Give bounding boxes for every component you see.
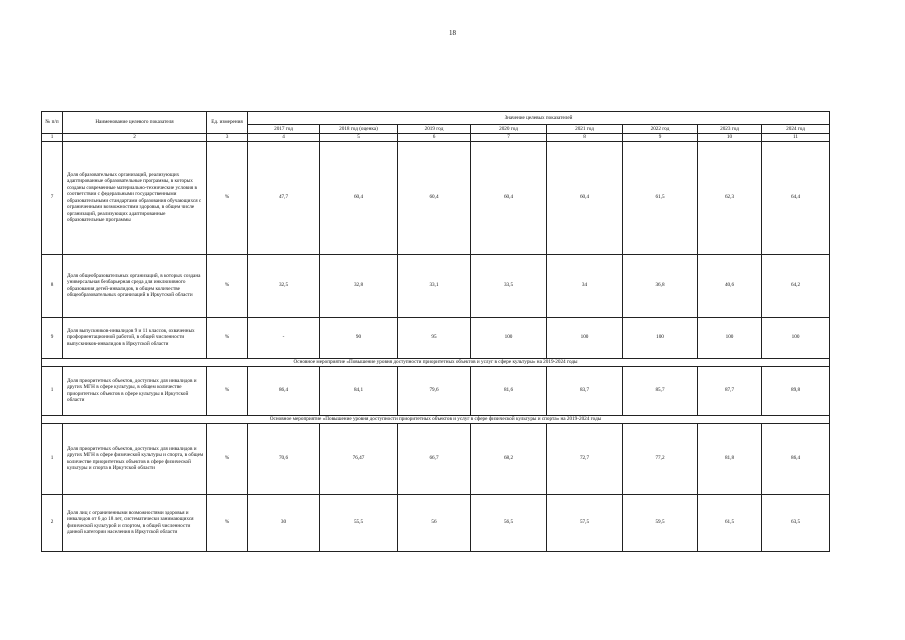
row-value: 30	[248, 494, 320, 551]
section-title-culture: Основное мероприятие «Повышение уровня доступности приоритетных объектов и услуг в сфере культуры» на 2019-2024 годы	[42, 358, 830, 366]
column-number: 6	[398, 134, 471, 142]
section-header-row	[42, 415, 830, 423]
header-num: № п/п	[42, 112, 63, 134]
column-number: 7	[471, 134, 547, 142]
row-num: 8	[42, 254, 63, 317]
row-value: 34	[547, 254, 623, 317]
row-value: 87,7	[698, 366, 762, 415]
header-year: 2021 год	[547, 125, 623, 134]
row-value: 47,7	[248, 141, 320, 254]
header-year: 2022 год	[623, 125, 698, 134]
row-value: 64,4	[762, 141, 830, 254]
row-name: Доля приоритетных объектов, доступных для инвалидов и других МГН в сфере культуры, в общем количестве приоритетных объектов в сфере культуры в Иркутской области	[63, 366, 207, 415]
table-row	[42, 423, 830, 494]
header-unit: Ед. измерения	[207, 112, 248, 134]
row-value: 83,7	[547, 366, 623, 415]
row-name: Доля лиц с ограниченными возможностями здоровья и инвалидов от 6 до 18 лет, систематически занимающихся физической культурой и спортом, в общей численности данной категории населения в Иркутской области	[63, 494, 207, 551]
row-value: 100	[698, 317, 762, 358]
row-value: 100	[547, 317, 623, 358]
header-year: 2023 год	[698, 125, 762, 134]
row-value: 40,6	[698, 254, 762, 317]
column-number: 5	[320, 134, 398, 142]
row-value: 81,6	[471, 366, 547, 415]
header-year: 2018 год (оценка)	[320, 125, 398, 134]
header-name: Наименование целевого показателя	[63, 112, 207, 134]
row-value: 85,7	[623, 366, 698, 415]
row-value: 60,4	[547, 141, 623, 254]
row-value: 64,2	[762, 254, 830, 317]
header-values-group: Значение целевых показателей	[248, 112, 830, 125]
column-number: 9	[623, 134, 698, 142]
row-value: 60,4	[471, 141, 547, 254]
row-value: 100	[762, 317, 830, 358]
row-num: 7	[42, 141, 63, 254]
row-num: 9	[42, 317, 63, 358]
row-value: 86,4	[762, 423, 830, 494]
row-value: 89,8	[762, 366, 830, 415]
row-value: 61,5	[623, 141, 698, 254]
column-number: 1	[42, 134, 63, 142]
section-title-sport: Основное мероприятие «Повышение уровня доступности приоритетных объектов и услуг в сфере физической культуры и спорта» на 2019-2024 годы	[42, 415, 830, 423]
section-header-row	[42, 358, 830, 366]
row-name: Доля приоритетных объектов, доступных для инвалидов и других МГН в сфере физической культуры и спорта, в общем количестве приоритетных объектов в сфере физической культуры и спорта в Иркутской области	[63, 423, 207, 494]
row-unit: %	[207, 423, 248, 494]
table-row	[42, 254, 830, 317]
table-row	[42, 141, 830, 254]
row-value: 79,6	[398, 366, 471, 415]
row-name: Доля образовательных организаций, реализующих адаптированные образовательные программы, в которых созданы современные материально-технические условия в соответствии с федеральными государственными образовательными стандартами образования обучающихся с ограниченными возможностями здоровья, в общем числе организаций, реализующих адаптированные образовательные программы	[63, 141, 207, 254]
column-number: 2	[63, 134, 207, 142]
column-number: 3	[207, 134, 248, 142]
table-row	[42, 317, 830, 358]
row-value: 70,6	[248, 423, 320, 494]
column-numbers-row	[42, 134, 830, 142]
row-value: 86,4	[248, 366, 320, 415]
column-number: 8	[547, 134, 623, 142]
row-value: 81,8	[698, 423, 762, 494]
row-value: 100	[623, 317, 698, 358]
header-year: 2017 год	[248, 125, 320, 134]
row-value: 60,4	[398, 141, 471, 254]
row-value: 61,5	[698, 494, 762, 551]
row-value: 66,7	[398, 423, 471, 494]
row-value: 56	[398, 494, 471, 551]
row-num: 1	[42, 366, 63, 415]
column-number: 4	[248, 134, 320, 142]
row-value: 36,8	[623, 254, 698, 317]
row-unit: %	[207, 254, 248, 317]
row-value: 32,8	[320, 254, 398, 317]
row-value: 55,5	[320, 494, 398, 551]
table-row	[42, 494, 830, 551]
row-unit: %	[207, 317, 248, 358]
row-name: Доля выпускников-инвалидов 9 и 11 классов, охваченных профориентационной работой, в общей численности выпускников-инвалидов в Иркутской области	[63, 317, 207, 358]
target-indicators-table	[41, 111, 830, 552]
header-year: 2020 год	[471, 125, 547, 134]
row-value: 76,47	[320, 423, 398, 494]
row-value: 60,4	[320, 141, 398, 254]
header-year: 2019 год	[398, 125, 471, 134]
row-value: 90	[320, 317, 398, 358]
row-value: 33,1	[398, 254, 471, 317]
row-value: 63,5	[762, 494, 830, 551]
row-value: 62,3	[698, 141, 762, 254]
page-number: 18	[449, 29, 456, 37]
row-value: 95	[398, 317, 471, 358]
row-value: -	[248, 317, 320, 358]
row-value: 68,2	[471, 423, 547, 494]
column-number: 10	[698, 134, 762, 142]
row-num: 1	[42, 423, 63, 494]
row-value: 72,7	[547, 423, 623, 494]
row-value: 56,5	[471, 494, 547, 551]
row-value: 59,5	[623, 494, 698, 551]
header-year: 2024 год	[762, 125, 830, 134]
row-unit: %	[207, 366, 248, 415]
row-value: 84,1	[320, 366, 398, 415]
row-unit: %	[207, 141, 248, 254]
row-value: 33,5	[471, 254, 547, 317]
row-unit: %	[207, 494, 248, 551]
row-value: 100	[471, 317, 547, 358]
table-row	[42, 366, 830, 415]
row-name: Доля общеобразовательных организаций, в которых создана универсальная безбарьерная среда для инклюзивного образования детей-инвалидов, в общем количестве общеобразовательных организаций в Иркутской области	[63, 254, 207, 317]
row-value: 32,5	[248, 254, 320, 317]
row-num: 2	[42, 494, 63, 551]
row-value: 57,5	[547, 494, 623, 551]
column-number: 11	[762, 134, 830, 142]
row-value: 77,2	[623, 423, 698, 494]
